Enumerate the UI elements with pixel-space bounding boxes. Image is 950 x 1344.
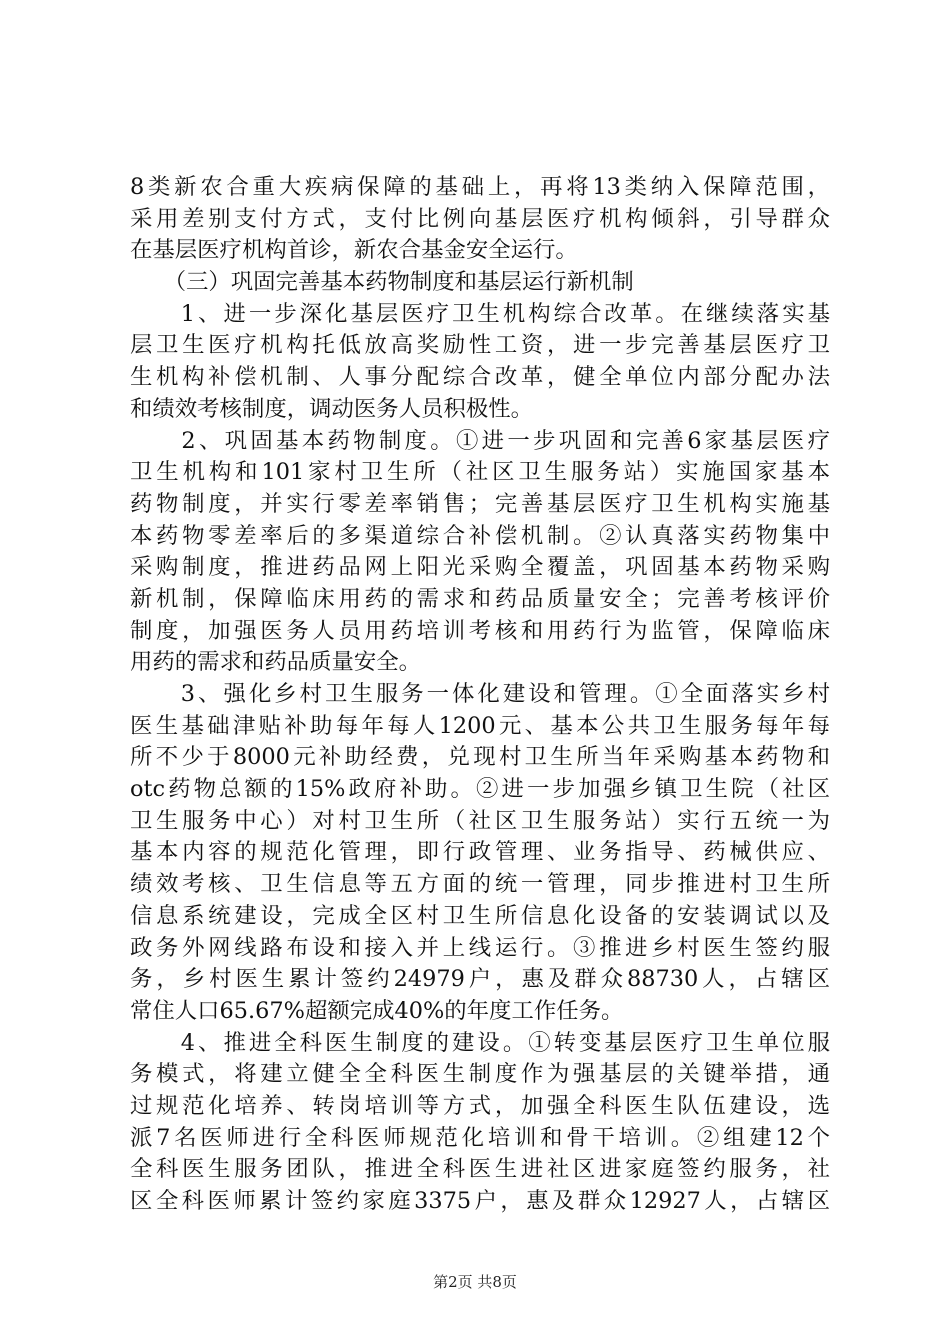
page-footer: 第2页 共8页 [433, 1273, 517, 1291]
text-line: 务模式，将建立健全全科医生制度作为强基层的关键举措，通 [130, 1061, 830, 1088]
text-line: 3、强化乡村卫生服务一体化建设和管理。①全面落实乡村 [130, 681, 830, 707]
text-line: 制度，加强医务人员用药培训考核和用药行为监管，保障临床 [130, 617, 830, 644]
text-line: 务，乡村医生累计签约24979户，惠及群众88730人，占辖区 [130, 966, 830, 993]
text-line: （三）巩固完善基本药物制度和基层运行新机制 [130, 269, 634, 296]
document-body [130, 172, 830, 1218]
text-line: 医生基础津贴补助每年每人1200元、基本公共卫生服务每年每 [130, 712, 830, 739]
text-line: 2、巩固基本药物制度。①进一步巩固和完善6家基层医疗 [130, 427, 830, 454]
text-line: 所不少于8000元补助经费，兑现村卫生所当年采购基本药物和 [130, 744, 830, 771]
text-line: 基本内容的规范化管理，即行政管理、业务指导、药械供应、 [130, 839, 830, 866]
text-line: 4、推进全科医生制度的建设。①转变基层医疗卫生单位服 [130, 1029, 830, 1056]
text-line: 1、进一步深化基层医疗卫生机构综合改革。在继续落实基 [130, 300, 830, 327]
text-line: 在基层医疗机构首诊，新农合基金安全运行。 [130, 237, 578, 264]
text-line: otc药物总额的15%政府补助。②进一步加强乡镇卫生院（社区 [130, 776, 830, 803]
text-line: 全科医生服务团队，推进全科医生进社区进家庭签约服务，社 [130, 1156, 830, 1183]
text-line: 本药物零差率后的多渠道综合补偿机制。②认真落实药物集中 [130, 522, 830, 549]
text-line: 卫生机构和101家村卫生所（社区卫生服务站）实施国家基本 [130, 459, 830, 486]
text-line: 采用差别支付方式，支付比例向基层医疗机构倾斜，引导群众 [130, 205, 830, 232]
text-line: 8类新农合重大疾病保障的基础上，再将13类纳入保障范围， [130, 174, 830, 200]
text-line: 派7名医师进行全科医师规范化培训和骨干培训。②组建12个 [130, 1124, 830, 1151]
text-line: 层卫生医疗机构托低放高奖励性工资，进一步完善基层医疗卫 [130, 332, 830, 359]
text-line: 区全科医师累计签约家庭3375户，惠及群众12927人，占辖区 [130, 1188, 830, 1214]
text-line: 卫生服务中心）对村卫生所（社区卫生服务站）实行五统一为 [130, 807, 830, 834]
text-line: 常住人口65.67%超额完成40%的年度工作任务。 [130, 997, 624, 1024]
text-line: 新机制，保障临床用药的需求和药品质量安全；完善考核评价 [130, 585, 830, 612]
text-line: 绩效考核、卫生信息等五方面的统一管理，同步推进村卫生所 [130, 871, 830, 898]
text-line: 生机构补偿机制、人事分配综合改革，健全单位内部分配办法 [130, 364, 830, 391]
text-line: 和绩效考核制度，调动医务人员积极性。 [130, 395, 534, 422]
text-line: 采购制度，推进药品网上阳光采购全覆盖，巩固基本药物采购 [130, 554, 830, 581]
text-line: 药物制度，并实行零差率销售；完善基层医疗卫生机构实施基 [130, 490, 830, 517]
text-line: 用药的需求和药品质量安全。 [130, 649, 422, 676]
text-line: 政务外网线路布设和接入并上线运行。③推进乡村医生签约服 [130, 934, 830, 961]
text-line: 过规范化培养、转岗培训等方式，加强全科医生队伍建设，选 [130, 1092, 830, 1119]
text-line: 信息系统建设，完成全区村卫生所信息化设备的安装调试以及 [130, 902, 830, 929]
